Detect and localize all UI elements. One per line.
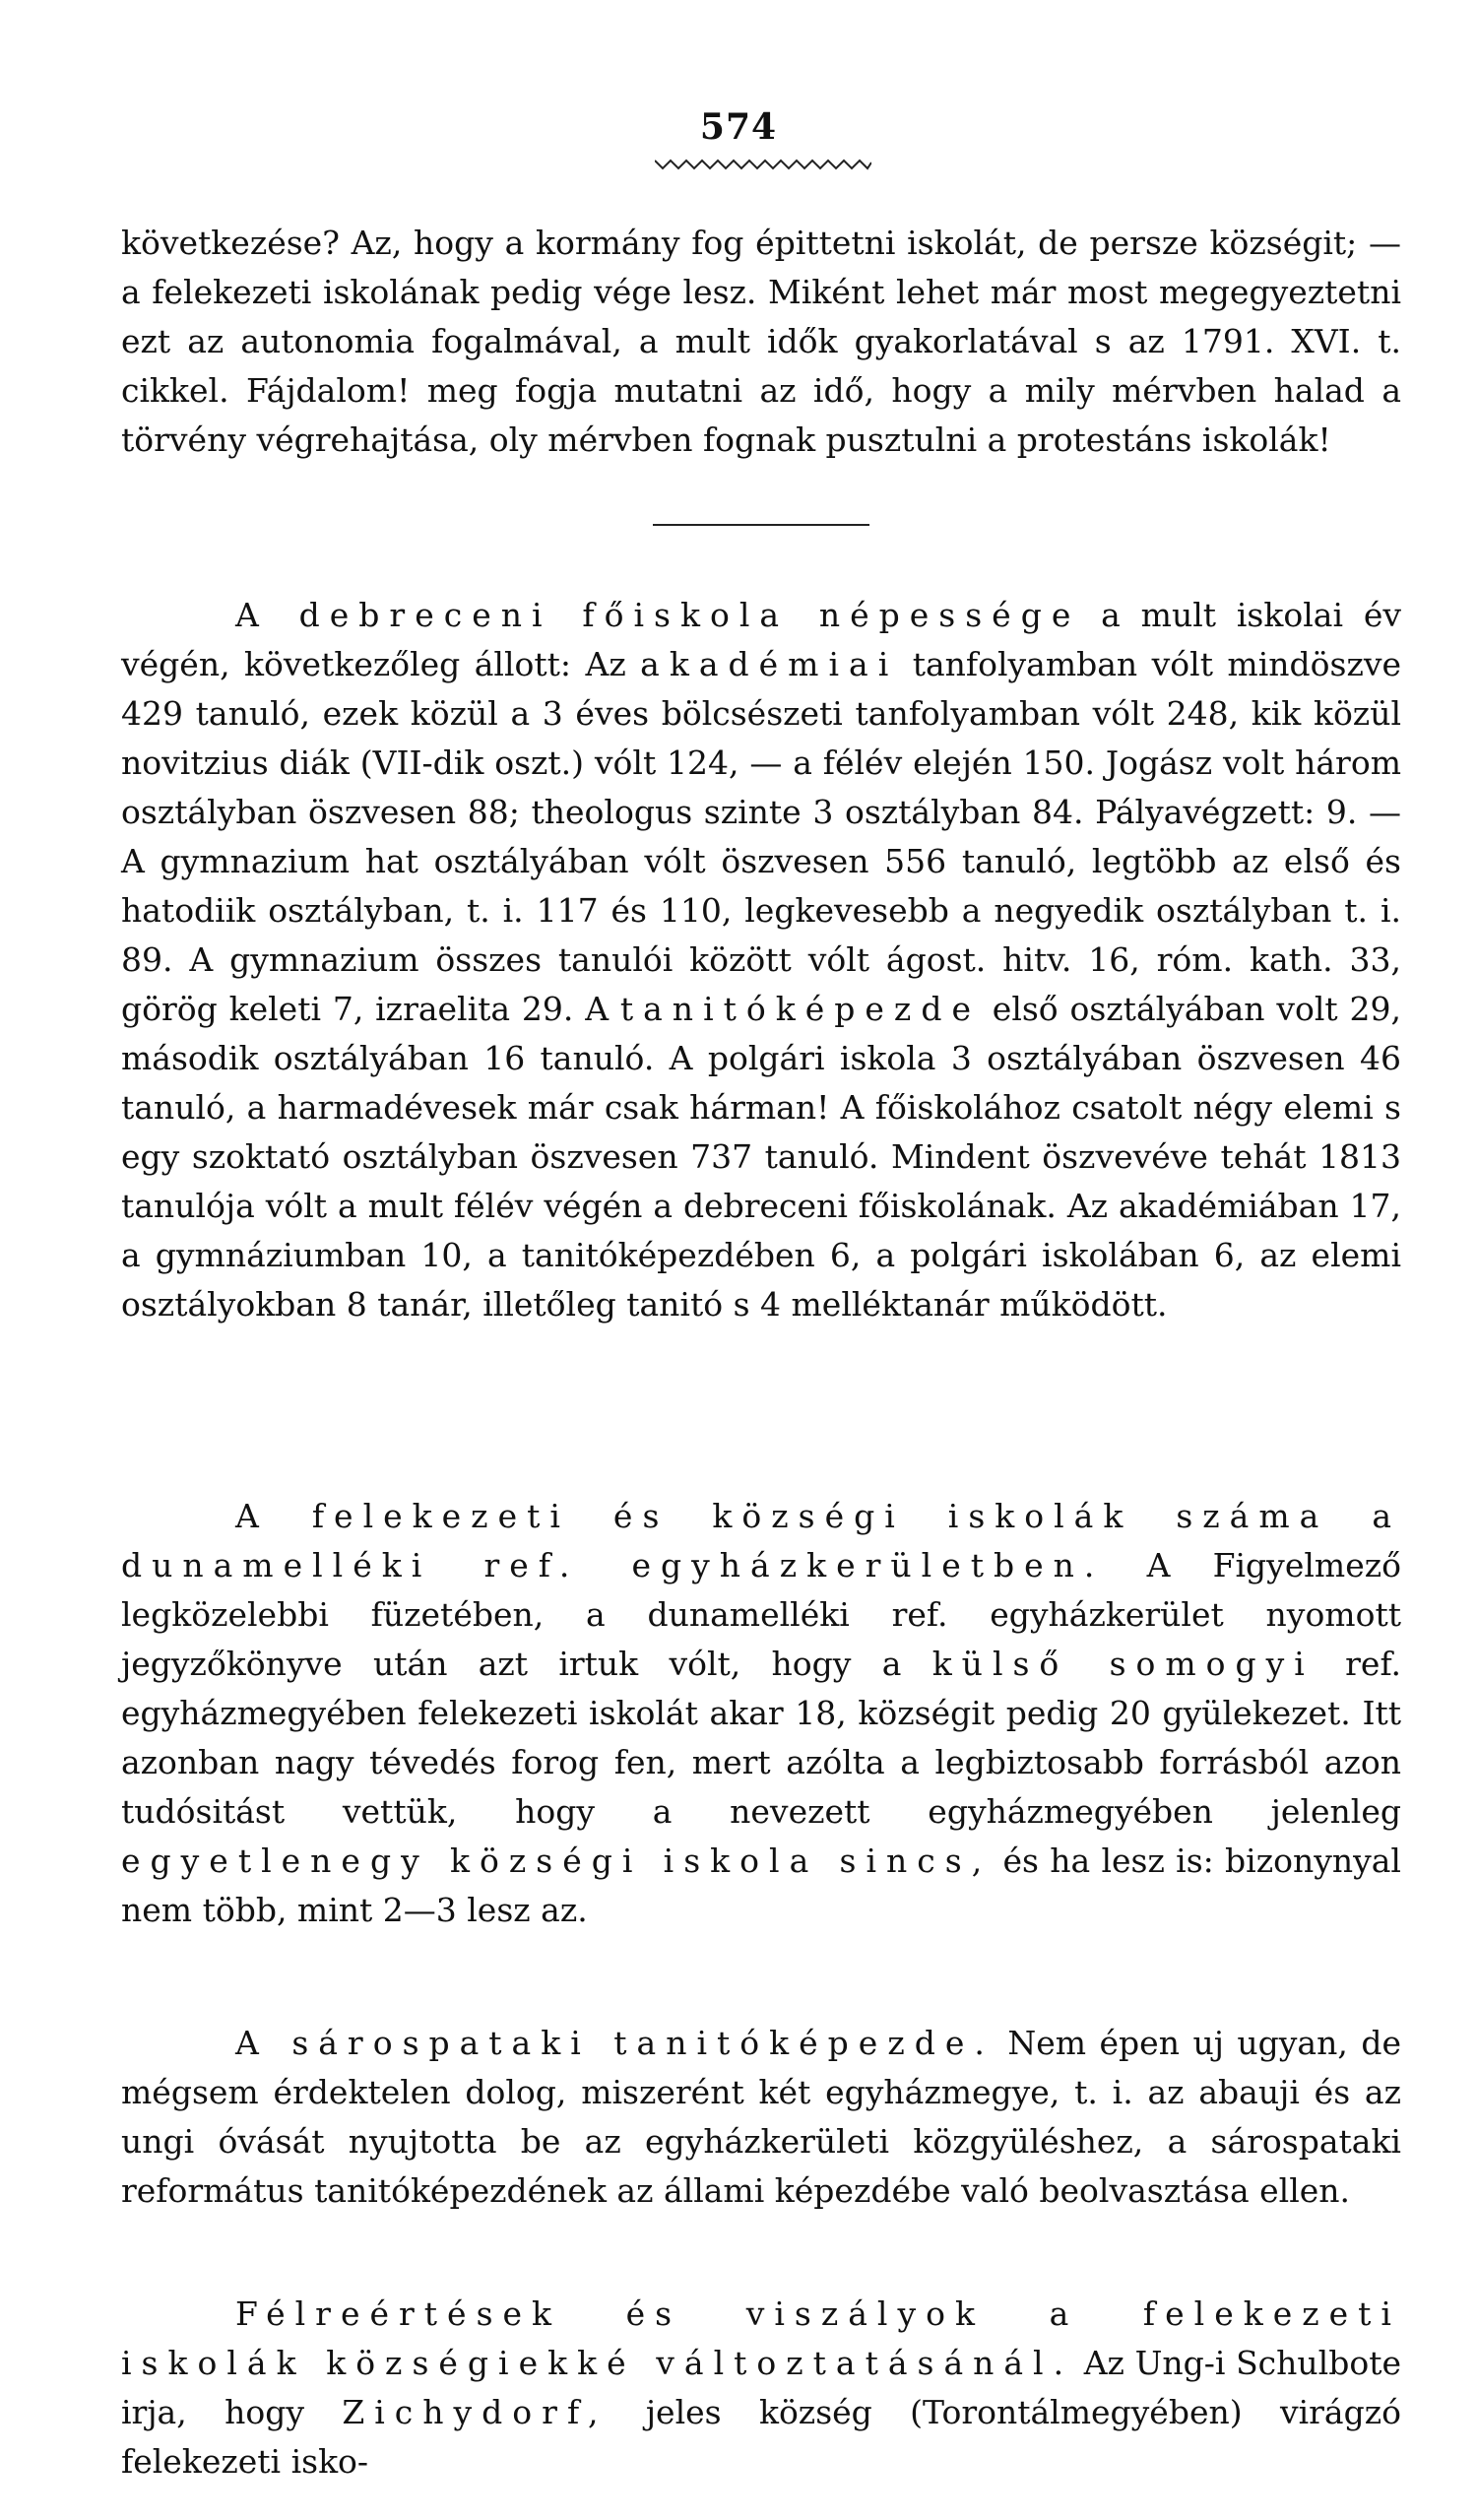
paragraph-5-heading: Félreértések és viszályok a felekezeti iskolák községiekké változtatásánál. xyxy=(121,2294,1401,2382)
paragraph-5-text xyxy=(121,2290,1401,2487)
paragraph-3-heading: A felekezeti és községi iskolák száma a dunamelléki ref. egyházkerületben. xyxy=(121,1497,1401,1584)
paragraph-4-body: Nem épen uj ugyan, de mégsem érdektelen dolog, miszerént két egyházmegye, t. i. az abauji és az ungi óvását nyujtotta be az egyházkerületi közgyüléshez, a sárospataki református tanitóképezdének az állami képezdébe való beolvasztása ellen. xyxy=(121,2024,1401,2210)
paragraph-3-body-b: ref. egyházmegyében felekezeti iskolát akar 18, községit pedig 20 gyülekezet. Itt azonban nagy tévedés forog fen, mert azólta a legbiztosabb forrásból azon tudósitást vettük, hogy a nevezett egyházmegyében jelenleg xyxy=(121,1645,1401,1831)
page-number: 574 xyxy=(699,106,778,148)
paragraph-2-body-c: első osztályában volt 29, második osztályában 16 tanuló. A polgári iskola 3 osztályában öszvesen 46 tanuló, a harmadévesek már csak hárman! A főiskolához csatolt négy elemi s egy szoktató osztályban öszvesen 737 tanuló. Mindent öszvevéve tehát 1813 tanulója vólt a mult félév végén a debreceni főiskolának. Az akadémiában 17, a gymnáziumban 10, a tanitóképezdében 6, a polgári iskolában 6, az elemi osztályokban 8 tanár, illetőleg tanitó s 4 melléktanár működött. xyxy=(121,990,1401,1324)
page-number-ornament xyxy=(655,158,871,171)
paragraph-3-spaced-1: külső somogyi xyxy=(931,1645,1315,1683)
paragraph-2-body-b: tanfolyamban vólt mindöszve 429 tanuló, ezek közül a 3 éves bölcsészeti tanfolyamban vólt 248, kik közül novitzius diák (VII-dik oszt.) vólt 124, — a félév elején 150. Jogász volt három osztályban öszvesen 88; theologus szinte 3 osztályban 84. Pályavégzett: 9. — A gymnazium hat osztályában vólt öszvesen 556 tanuló, legtöbb az első és hatodiik osztályban, t. i. 117 és 110, legkevesebb a negyedik osztályban t. i. 89. A gymnazium összes tanulói között vólt ágost. hitv. 16, róm. kath. 33, görög keleti 7, izraelita 29. A xyxy=(121,645,1401,1028)
paragraph-2-text xyxy=(121,591,1401,1329)
paragraph-2 xyxy=(121,591,1401,1329)
paragraph-1-text: következése? Az, hogy a kormány fog épittetni iskolát, de persze községit; — a felekezeti iskolának pedig vége lesz. Miként lehet már most megegyeztetni ezt az autonomia fogalmával, a mult idők gyakorlatával s az 1791. XVI. t. cikkel. Fájdalom! meg fogja mutatni az idő, hogy a mily mérvben halad a törvény végrehajtása, oly mérvben fognak pusztulni a protestáns iskolák! xyxy=(121,224,1401,459)
paragraph-5 xyxy=(121,2290,1401,2487)
paragraph-3-text xyxy=(121,1492,1401,1935)
paragraph-3-body-a: A Figyelmező legközelebbi füzetében, a dunamelléki ref. egyházkerület nyomott jegyzőkönyve után azt irtuk vólt, hogy a xyxy=(121,1546,1401,1683)
paragraph-2-heading: A debreceni főiskola népessége xyxy=(235,596,1081,634)
paragraph-5-body-b: jeles község (Torontálmegyében) virágzó felekezeti isko- xyxy=(121,2393,1401,2481)
paragraph-3 xyxy=(121,1492,1401,1935)
paragraph-2-spaced-1: akadémiai xyxy=(640,645,899,683)
paragraph-5-body-a: Az Ung-i Schulbote irja, hogy xyxy=(121,2344,1402,2431)
paragraph-1 xyxy=(121,219,1401,465)
paragraph-4-heading: A sárospataki tanitóképezde. xyxy=(235,2024,995,2062)
section-divider-1 xyxy=(653,524,869,526)
paragraph-5-spaced-1: Zichydorf, xyxy=(342,2393,609,2431)
paragraph-2-spaced-2: tanitóképezde xyxy=(619,990,981,1028)
paragraph-2-body-a: a mult iskolai év végén, következőleg állott: Az xyxy=(121,596,1401,683)
paragraph-3-body-c: és ha lesz is: bizonynyal nem több, mint 2—3 lesz az. xyxy=(121,1842,1401,1929)
paragraph-4-text xyxy=(121,2019,1401,2216)
paragraph-4 xyxy=(121,2019,1401,2216)
paragraph-3-spaced-2: egyetlenegy községi iskola sincs, xyxy=(121,1842,993,1880)
